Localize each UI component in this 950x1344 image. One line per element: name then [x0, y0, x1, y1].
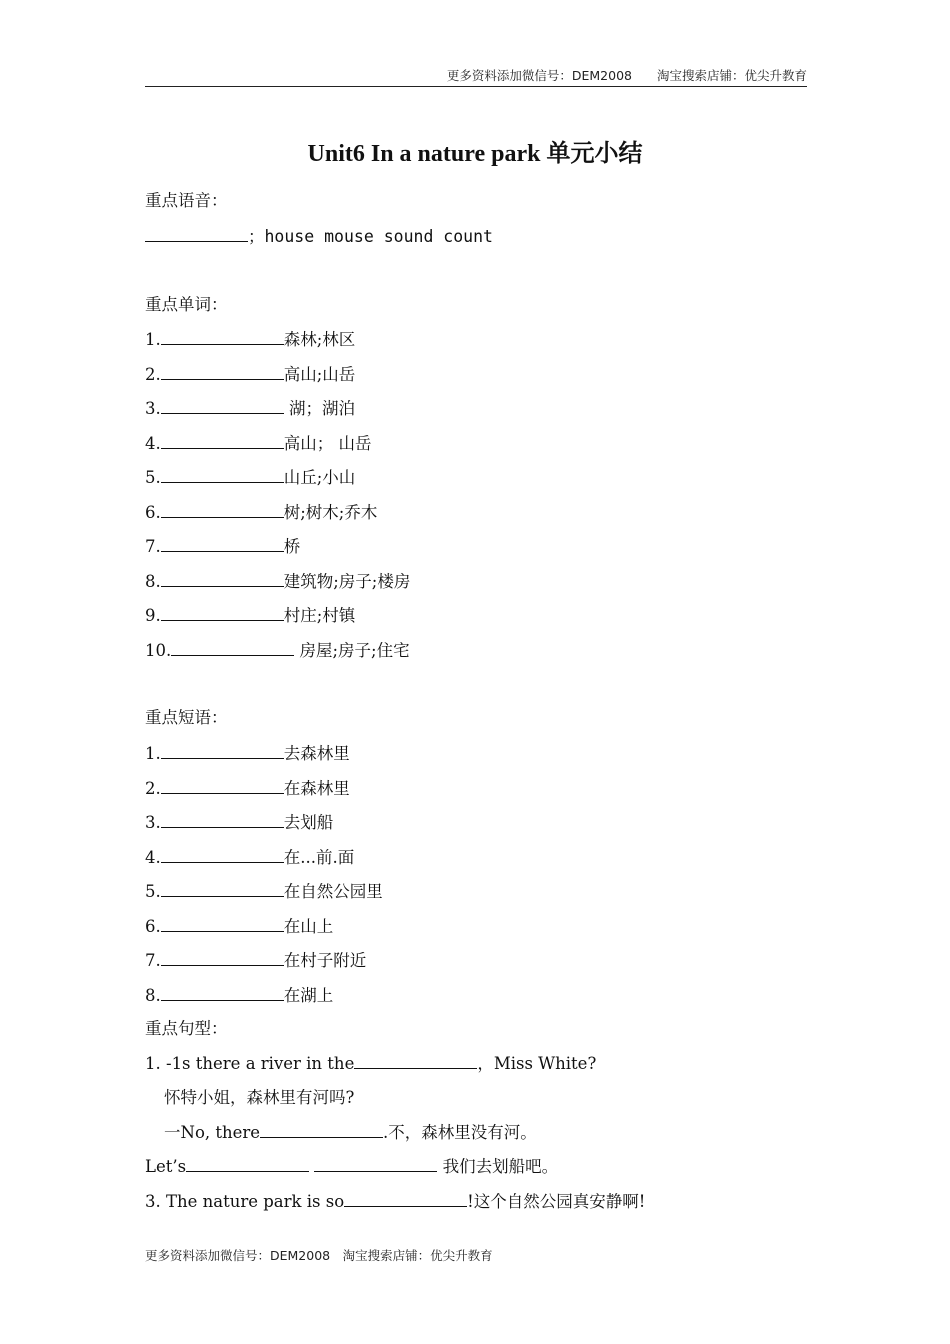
- item-meaning: 桥: [283, 537, 301, 556]
- phonics-line: [145, 225, 493, 248]
- item-meaning: 去划船: [283, 813, 334, 832]
- item-meaning: 山丘;小山: [283, 468, 356, 487]
- item-number: 4.: [145, 433, 161, 453]
- vocab-heading: 重点单词：: [145, 295, 228, 314]
- answer-blank[interactable]: [161, 535, 284, 552]
- answer-blank[interactable]: [161, 846, 284, 863]
- answer-blank[interactable]: [161, 742, 284, 759]
- answer-blank[interactable]: [161, 604, 284, 621]
- phrase-item: [145, 777, 350, 800]
- answer-blank[interactable]: [161, 328, 284, 345]
- vocab-item: [145, 397, 355, 420]
- item-meaning: 在湖上: [283, 985, 334, 1005]
- vocab-item: [145, 466, 355, 489]
- item-meaning: 高山;山岳: [283, 364, 356, 384]
- item-number: 6.: [145, 916, 161, 936]
- answer-blank[interactable]: [171, 639, 294, 656]
- item-number: 2.: [145, 364, 161, 384]
- answer-blank[interactable]: [161, 397, 284, 414]
- answer-blank[interactable]: [161, 466, 284, 483]
- item-number: 10.: [145, 640, 172, 660]
- answer-blank[interactable]: [161, 811, 284, 828]
- answer-blank[interactable]: [161, 570, 284, 587]
- sentence-3-prefix: Let’s: [145, 1157, 187, 1176]
- item-meaning: 在山上: [283, 916, 334, 936]
- vocab-item: [145, 570, 410, 593]
- item-meaning: 森林;林区: [283, 330, 356, 349]
- phrase-item: [145, 915, 333, 938]
- vocab-item: [145, 328, 355, 351]
- vocab-item: [145, 535, 300, 558]
- sentence-1: [145, 1052, 596, 1075]
- page-title: Unit6 In a nature park 单元小结: [307, 141, 643, 167]
- item-meaning: 村庄;村镇: [283, 606, 356, 625]
- answer-blank[interactable]: [161, 501, 284, 518]
- sentence-3: [145, 1155, 558, 1178]
- item-number: 4.: [145, 847, 161, 867]
- answer-blank[interactable]: [161, 915, 284, 932]
- phonics-heading: 重点语音：: [145, 191, 228, 210]
- item-number: 5.: [145, 468, 161, 487]
- answer-blank[interactable]: [161, 432, 284, 449]
- item-number: 9.: [145, 606, 161, 625]
- item-meaning: 在村子附近: [283, 951, 367, 970]
- item-number: 5.: [145, 882, 161, 901]
- item-number: 1.: [145, 744, 161, 763]
- item-meaning: 树;树木;乔木: [283, 502, 378, 522]
- sentence-1-cn: 怀特小姐，森林里有河吗?: [164, 1088, 355, 1107]
- sentence-4: [145, 1190, 645, 1213]
- item-meaning: 房屋;房子;住宅: [294, 640, 410, 660]
- vocab-item: [145, 604, 355, 627]
- item-number: 8.: [145, 985, 161, 1005]
- item-number: 1.: [145, 330, 161, 349]
- item-meaning: 在森林里: [283, 778, 350, 798]
- answer-blank[interactable]: [186, 1155, 309, 1172]
- answer-blank[interactable]: [161, 984, 284, 1001]
- item-meaning: 去森林里: [283, 744, 350, 763]
- phrase-item: [145, 846, 354, 869]
- answer-blank[interactable]: [161, 880, 284, 897]
- sentence-2-prefix: 一No, there: [164, 1123, 261, 1142]
- sentence-4-suffix: !这个自然公园真安静啊!: [467, 1192, 646, 1211]
- sentence-1-prefix: 1. -1s there a river in the: [145, 1054, 355, 1073]
- answer-blank[interactable]: [161, 777, 284, 794]
- item-meaning: 在...前.面: [283, 847, 355, 867]
- answer-blank[interactable]: [145, 225, 248, 242]
- header-text: 更多资料添加微信号：DEM2008 淘宝搜索店铺：优尖升教育: [446, 68, 807, 83]
- phrase-item: [145, 811, 333, 834]
- page-footer: 更多资料添加微信号：DEM2008 淘宝搜索店铺：优尖升教育: [145, 1248, 493, 1263]
- phrases-heading: 重点短语：: [145, 708, 228, 727]
- item-number: 3.: [145, 399, 161, 418]
- sentence-3-suffix: 我们去划船吧。: [437, 1157, 559, 1176]
- item-number: 3.: [145, 813, 161, 832]
- item-meaning: 建筑物;房子;楼房: [283, 571, 411, 591]
- phrase-item: [145, 949, 366, 972]
- answer-blank[interactable]: [161, 949, 284, 966]
- sentence-2: [164, 1121, 537, 1144]
- item-meaning: 高山； 山岳: [283, 433, 372, 453]
- answer-blank[interactable]: [161, 363, 284, 380]
- answer-blank[interactable]: [314, 1155, 437, 1172]
- item-number: 6.: [145, 502, 161, 522]
- answer-blank[interactable]: [260, 1121, 383, 1138]
- sentences-heading: 重点句型：: [145, 1019, 228, 1038]
- sentence-1-suffix: ，Miss White?: [477, 1054, 597, 1073]
- phrase-item: [145, 742, 350, 765]
- sentence-2-suffix: .不，森林里没有河。: [383, 1123, 537, 1142]
- phrase-item: [145, 984, 333, 1007]
- sentence-4-prefix: 3. The nature park is so: [145, 1192, 345, 1211]
- item-meaning: 湖；湖泊: [283, 399, 355, 418]
- item-number: 7.: [145, 537, 161, 556]
- vocab-item: [145, 363, 355, 386]
- vocab-item: [145, 639, 410, 662]
- page-header: [145, 64, 807, 87]
- item-number: 2.: [145, 778, 161, 798]
- item-meaning: 在自然公园里: [283, 882, 383, 901]
- phrase-item: [145, 880, 383, 903]
- item-number: 7.: [145, 951, 161, 970]
- vocab-item: [145, 432, 372, 455]
- item-number: 8.: [145, 571, 161, 591]
- answer-blank[interactable]: [354, 1052, 477, 1069]
- vocab-item: [145, 501, 377, 524]
- phonics-words: ；house mouse sound count: [248, 227, 493, 246]
- answer-blank[interactable]: [344, 1190, 467, 1207]
